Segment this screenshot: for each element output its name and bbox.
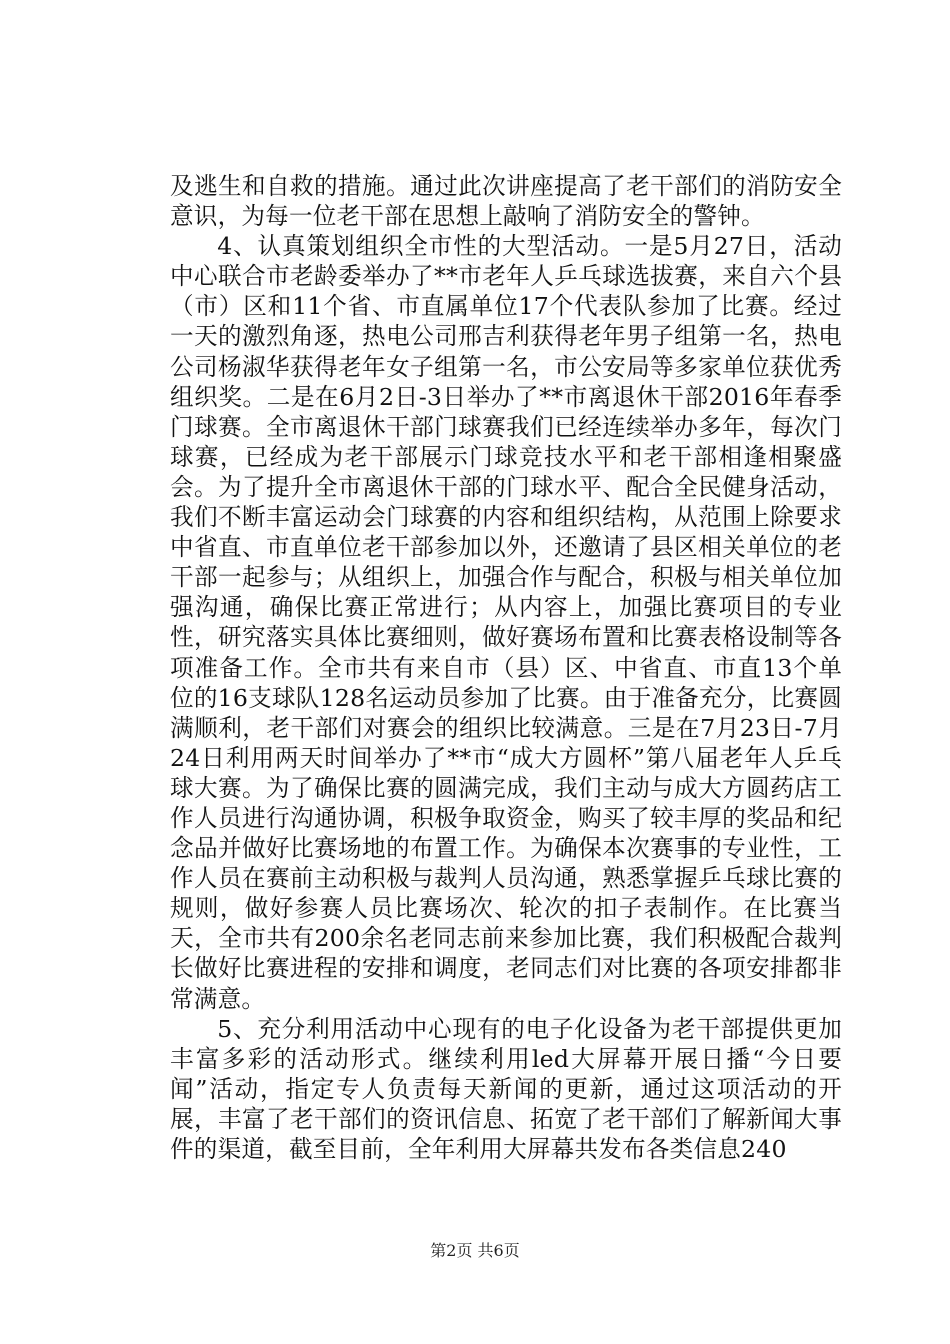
page-number-footer: 第2页 共6页 <box>430 1241 520 1260</box>
paragraph-fire-safety-end: 及逃生和自救的措施。通过此次讲座提高了老干部们的消防安全意识，为每一位老干部在思想上敲响了消防安全的警钟。 <box>170 172 842 231</box>
paragraph-large-activities: 4、认真策划组织全市性的大型活动。一是5月27日，活动中心联合市老龄委举办了**市老年人乒乓球选拔赛，来自六个县（市）区和11个省、市直属单位17个代表队参加了比赛。经过一天的激烈角逐，热电公司邢吉利获得老年男子组第一名，热电公司杨淑华获得老年女子组第一名，市公安局等多家单位获优秀组织奖。二是在6月2日-3日举办了**市离退休干部2016年春季门球赛。全市离退休干部门球赛我们已经连续举办多年，每次门球赛，已经成为老干部展示门球竞技水平和老干部相逢相聚盛会。为了提升全市离退休干部的门球水平、配合全民健身活动，我们不断丰富运动会门球赛的内容和组织结构，从范围上除要求中省直、市直单位老干部参加以外，还邀请了县区相关单位的老干部一起参与；从组织上，加强合作与配合，积极与相关单位加强沟通，确保比赛正常进行；从内容上，加强比赛项目的专业性，研究落实具体比赛细则，做好赛场布置和比赛表格设制等各项准备工作。全市共有来自市（县）区、中省直、市直13个单位的16支球队128名运动员参加了比赛。由于准备充分，比赛圆满顺利，老干部们对赛会的组织比较满意。三是在7月23日-7月24日利用两天时间举办了**市“成大方圆杯”第八届老年人乒乓球大赛。为了确保比赛的圆满完成，我们主动与成大方圆药店工作人员进行沟通协调，积极争取资金，购买了较丰厚的奖品和纪念品并做好比赛场地的布置工作。为确保本次赛事的专业性，工作人员在赛前主动积极与裁判人员沟通，熟悉掌握乒乓球比赛的规则，做好参赛人员比赛场次、轮次的扣子表制作。在比赛当天，全市共有200余名老同志前来参加比赛，我们积极配合裁判长做好比赛进程的安排和调度，老同志们对比赛的各项安排都非常满意。 <box>170 232 842 1013</box>
paragraph-electronic-devices: 5、充分利用活动中心现有的电子化设备为老干部提供更加丰富多彩的活动形式。继续利用led大屏幕开展日播“今日要闻”活动，指定专人负责每天新闻的更新，通过这项活动的开展，丰富了老干部们的资讯信息、拓宽了老干部们了解新闻大事件的渠道，截至目前，全年利用大屏幕共发布各类信息240 <box>170 1014 842 1163</box>
document-body <box>170 171 842 1164</box>
